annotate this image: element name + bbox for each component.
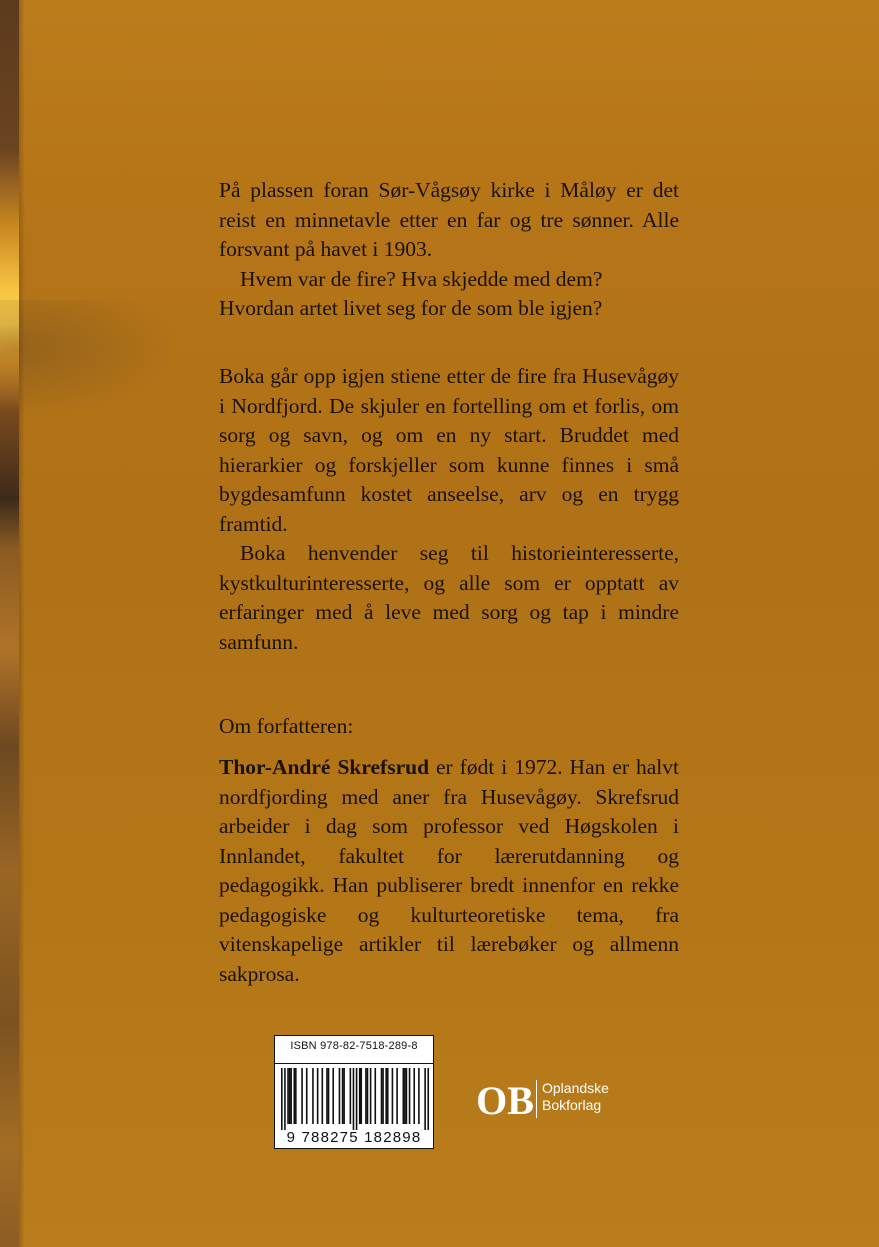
sunset-photo-strip xyxy=(0,0,19,1247)
barcode-bar xyxy=(382,1068,384,1124)
barcode-bar xyxy=(413,1068,415,1124)
author-bio-paragraph xyxy=(219,753,679,989)
questions-paragraph: Hvem var de fire? Hva skjedde med dem? Hvordan artet livet seg for de som ble igjen? xyxy=(219,266,603,320)
barcode-bar xyxy=(295,1068,297,1124)
publisher-name xyxy=(542,1080,609,1114)
barcode-bar xyxy=(342,1068,344,1124)
publisher-mark-icon xyxy=(476,1078,534,1123)
author-section xyxy=(219,753,679,989)
barcode-bar xyxy=(387,1068,389,1124)
barcode-bar xyxy=(326,1068,328,1124)
barcode-bar xyxy=(281,1068,283,1130)
barcode-bar xyxy=(339,1068,341,1124)
description-section xyxy=(219,362,679,657)
barcode-bar xyxy=(367,1068,369,1124)
barcode-bar xyxy=(360,1068,362,1124)
author-heading-text: Om forfatteren: xyxy=(219,714,354,738)
barcode-bar xyxy=(365,1068,367,1124)
barcode-bar xyxy=(356,1068,358,1130)
author-bio: er født i 1972. Han er halvt nordfjording med aner fra Husevågøy. Skrefsrud arbeider i dag som professor ved Høgskolen i Innlandet, fakultet for lærerutdanning og pedagogikk. Han publiserer bredt innenfor en rekke pedagogiske og kulturteoretiske tema, fra vitenskapelige artikler til lærebøker og allmenn sakprosa. xyxy=(219,755,679,986)
publisher-line2: Bokforlag xyxy=(542,1097,602,1113)
barcode-bar xyxy=(424,1068,426,1130)
barcode-bar xyxy=(404,1068,406,1124)
barcode-bar xyxy=(290,1068,292,1124)
barcode-bar xyxy=(427,1068,429,1130)
barcode-bar xyxy=(301,1068,303,1124)
intro-section xyxy=(219,176,679,324)
audience-paragraph: Boka henvender seg til historieinteresserte, kystkulturinteresserte, og alle som er opptatt av erfaringer med å leve med sorg og tap i mindre samfunn. xyxy=(219,541,679,654)
isbn-barcode-box xyxy=(274,1035,434,1149)
barcode-bar xyxy=(370,1068,372,1124)
barcode-bar xyxy=(317,1068,319,1124)
author-heading xyxy=(219,712,679,742)
barcode xyxy=(281,1068,429,1130)
isbn-divider xyxy=(275,1063,433,1064)
strip-shadow xyxy=(19,0,25,1247)
barcode-bar xyxy=(350,1068,352,1124)
barcode-bar xyxy=(409,1068,411,1124)
barcode-bar xyxy=(418,1068,420,1124)
barcode-bar xyxy=(284,1068,286,1130)
barcode-bar xyxy=(343,1068,345,1124)
barcode-bar xyxy=(381,1068,383,1124)
body-paragraph: Boka går opp igjen stiene etter de fire fra Husevågøy i Nordfjord. De skjuler en fortelling om et forlis, om sorg og savn, og om en ny start. Bruddet med hierarkier og forskjeller som kunne finnes i små bygdesamfunn kostet anseelse, arv og en trygg framtid. xyxy=(219,364,679,536)
publisher-divider xyxy=(536,1080,537,1118)
barcode-bar xyxy=(406,1068,408,1124)
barcode-bar xyxy=(287,1068,289,1124)
barcode-bar xyxy=(289,1068,291,1124)
barcode-bar xyxy=(396,1068,398,1124)
barcode-bar xyxy=(322,1068,324,1124)
publisher-line1: Oplandske xyxy=(542,1080,609,1096)
author-name: Thor-André Skrefsrud xyxy=(219,755,430,779)
barcode-bar xyxy=(328,1068,330,1124)
barcode-digits: 9 788275 182898 xyxy=(286,1129,422,1146)
barcode-bar xyxy=(353,1068,355,1130)
barcode-bar xyxy=(306,1068,308,1124)
barcode-bar xyxy=(312,1068,314,1124)
barcode-bar xyxy=(392,1068,394,1124)
barcode-bar xyxy=(385,1068,387,1124)
isbn-label: ISBN 978-82-7518-289-8 xyxy=(290,1040,418,1052)
barcode-bar xyxy=(332,1068,334,1124)
mountain-haze xyxy=(0,300,180,420)
barcode-bar xyxy=(293,1068,295,1124)
barcode-bar xyxy=(374,1068,376,1124)
publisher-mark: OB xyxy=(476,1078,534,1123)
barcode-bar xyxy=(403,1068,405,1124)
barcode-bar xyxy=(359,1068,361,1124)
intro-paragraph: På plassen foran Sør-Vågsøy kirke i Måløy er det reist en minnetavle etter en far og tre sønner. Alle forsvant på havet i 1903. xyxy=(219,178,679,261)
